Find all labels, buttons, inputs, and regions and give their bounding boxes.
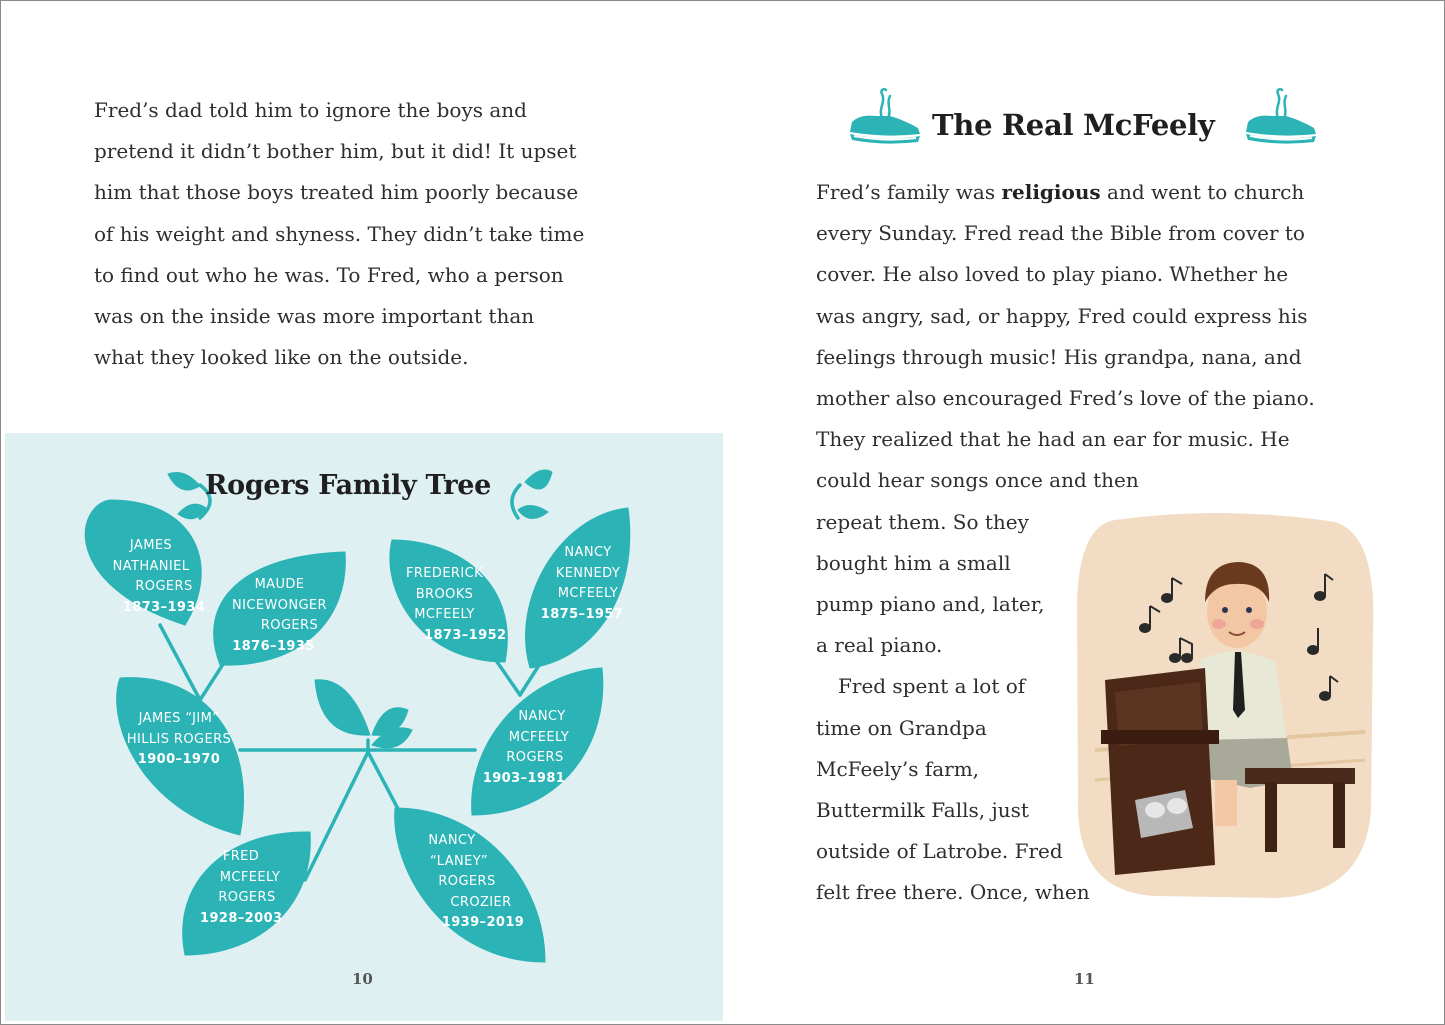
- small-leaf-icon: [518, 505, 548, 518]
- text-line: feelings through music! His grandpa, nana, and: [816, 344, 1302, 369]
- member-years: 1939–2019: [441, 915, 525, 931]
- family-member-maude-nicewonger-rogers: [222, 575, 337, 657]
- member-name-line: NANCY: [428, 833, 476, 848]
- family-member-fred-mcfeely-rogers: [200, 847, 300, 929]
- branch-line: [512, 485, 520, 518]
- text-line: to find out who he was. To Fred, who a person: [94, 262, 564, 287]
- family-member-nancy-mcfeely-rogers: [480, 707, 590, 789]
- member-name-line: ROGERS: [260, 618, 319, 634]
- boy-playing-pump-organ-illustration: [1075, 510, 1375, 900]
- member-name-line: FRED: [222, 849, 260, 864]
- member-years: 1873–1934: [122, 599, 206, 615]
- text-line: could hear songs once and then: [816, 468, 1139, 493]
- text-span: Fred’s family was: [816, 180, 1002, 204]
- member-name-line: ROGERS: [438, 874, 496, 890]
- small-leaf-icon: [315, 680, 370, 735]
- member-name-line: MAUDE: [254, 577, 305, 592]
- member-years: 1903–1981: [482, 770, 566, 786]
- family-member-nancy-kennedy-mcfeely: [538, 543, 638, 625]
- member-name-line: NANCY: [518, 709, 566, 724]
- member-years: 1876–1935: [232, 638, 315, 654]
- member-name-line: JAMES: [129, 538, 173, 553]
- text-line: cover. He also loved to play piano. Whether he: [816, 262, 1289, 287]
- text-line: felt free there. Once, when: [816, 880, 1090, 905]
- family-member-james-jim-hillis-rogers: [120, 709, 238, 771]
- text-line: McFeely’s farm,: [816, 756, 980, 781]
- member-years: 1873–1952: [424, 627, 507, 643]
- family-tree-title: Rogers Family Tree: [205, 470, 491, 501]
- member-name-line: NANCY: [564, 545, 612, 560]
- family-member-nancy-laney-rogers-crozier: [408, 831, 526, 934]
- sneaker-icon: [846, 88, 922, 150]
- text-span: and went to church: [1100, 180, 1305, 204]
- branch-line: [305, 752, 368, 880]
- member-name-line: ROGERS: [135, 579, 193, 595]
- small-leaf-icon: [168, 473, 200, 491]
- member-name-line: CROZIER: [450, 894, 512, 910]
- text-line: Fred’s dad told him to ignore the boys and: [94, 98, 527, 122]
- family-member-frederick-brooks-mcfeely: [392, 564, 507, 646]
- text-line: was angry, sad, or happy, Fred could express his: [816, 303, 1308, 328]
- text-line: outside of Latrobe. Fred: [816, 839, 1063, 864]
- small-leaf-icon: [525, 470, 552, 489]
- member-name-line: HILLIS ROGERS: [126, 731, 232, 747]
- member-name-line: BROOKS: [415, 586, 474, 602]
- member-name-line: NICEWONGER: [232, 597, 327, 613]
- text-line: every Sunday. Fred read the Bible from cover to: [816, 221, 1305, 246]
- member-name-line: FREDERICK: [405, 566, 484, 581]
- text-line: Buttermilk Falls, just: [816, 798, 1029, 823]
- member-years: 1900–1970: [137, 752, 221, 768]
- text-line: him that those boys treated him poorly because: [94, 180, 579, 205]
- text-line: Fred spent a lot of: [838, 674, 1026, 699]
- text-line: They realized that he had an ear for music. He: [816, 427, 1290, 452]
- text-line: mother also encouraged Fred’s love of the piano.: [816, 386, 1315, 411]
- member-name-line: MCFEELY: [414, 607, 475, 623]
- member-name-line: JAMES “JIM”: [138, 711, 220, 726]
- page-number-right: 11: [1074, 970, 1095, 988]
- sneaker-icon: [1242, 88, 1318, 150]
- member-name-line: KENNEDY: [555, 565, 621, 581]
- text-line: what they looked like on the outside.: [94, 345, 469, 370]
- member-years: 1875–1957: [540, 606, 624, 622]
- text-line: pretend it didn’t bother him, but it did! It upset: [94, 139, 577, 164]
- text-line: bought him a small: [816, 550, 1011, 575]
- member-name-line: MCFEELY: [508, 729, 570, 745]
- member-name-line: ROGERS: [506, 750, 564, 766]
- text-line: was on the inside was more important than: [94, 304, 535, 329]
- text-line: a real piano.: [816, 633, 943, 658]
- member-name-line: MCFEELY: [557, 586, 619, 602]
- text-line: time on Grandpa: [816, 715, 987, 740]
- member-name-line: MCFEELY: [219, 869, 281, 885]
- member-name-line: NATHANIEL: [112, 558, 190, 574]
- text-line: repeat them. So they: [816, 509, 1029, 534]
- vocabulary-word: religious: [1001, 180, 1101, 204]
- page-number-left: 10: [352, 970, 373, 988]
- text-line: pump piano and, later,: [816, 592, 1045, 617]
- text-line: [816, 172, 1315, 213]
- section-heading: The Real McFeely: [932, 108, 1215, 142]
- member-name-line: “LANEY”: [430, 853, 488, 869]
- text-line: of his weight and shyness. They didn’t take time: [94, 221, 585, 246]
- member-name-line: ROGERS: [218, 890, 276, 906]
- family-member-james-nathaniel-rogers: [95, 536, 207, 618]
- member-years: 1928–2003: [200, 910, 283, 926]
